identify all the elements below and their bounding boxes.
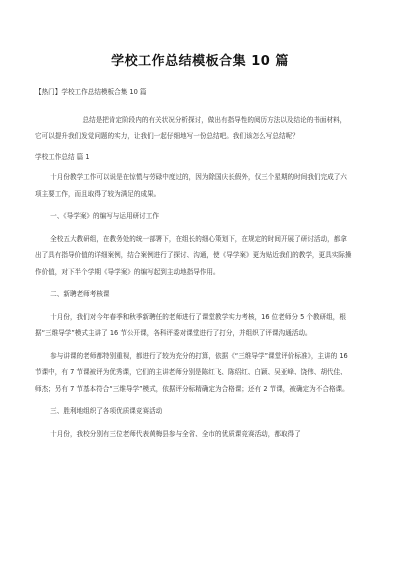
- paragraph-5: 十月份，我校分别有三位老师代表黄梅县参与全省、全市的优质课竞赛活动，都取得了: [50, 429, 301, 438]
- paragraph-4: 参与讲课的老师都特别重视，都进行了较为充分的打算，依据《“三维导学”课堂评价标准》，主讲的 16 节课中，有 7 节课被评为优秀课，它们的主讲老师分别是陈红飞、陈绍红、白颖、吴亚峰、饶伟、胡代佳、师杰；另有 7 节基本符合“三维导学”模式，依据评分标精确定为合格课；还有 2 节课，被确定为不合格课。: [35, 351, 349, 393]
- paragraph-3: 十月份，我们对今年春季和秋季新聘任的老师进行了课堂教学实力考核，16 位老师分 5 个教研组，根据“三维导学”模式主讲了 16 节公开课，各科评委对课堂进行了打分，并组织了评课沟通活动。: [35, 312, 346, 337]
- paragraph-2: 全校五大教研组，在教务处的统一部署下，在组长的细心策划下，在规定的时间开展了研讨活动，都拿出了具有指导价值的详细案例，结合案例进行了探讨、沟通，使《导学案》更为贴近我们的教学，更具实际操作价值，对下半个学期《导学案》的编写起到主动地指导作用。: [35, 234, 352, 276]
- section-title: 学校工作总结 篇 1: [35, 152, 90, 161]
- document-body: [35, 84, 352, 442]
- paragraph-1: 十月份教学工作可以说是在惊慌与劳碌中度过的，因为除国庆长假外，仅三个星期的时间我们完成了六项主要工作，而且取得了较为满足的成果。: [35, 173, 347, 198]
- heading-2: 二、新聘老师考核课: [50, 290, 110, 298]
- intro-paragraph: 总结是把肯定阶段内的有关状况分析探讨，做出有指导性的阅历方法以及结论的书面材料，它可以提升我们发觉问题的实力，让我们一起仔细地写一份总结吧。我们该怎么写总结呢？: [35, 115, 347, 140]
- heading-1: 一、《导学案》的编写与运用研讨工作: [50, 212, 159, 220]
- heading-3: 三、胜利地组织了各项优质课竞赛活动: [50, 407, 163, 415]
- spacer: [35, 101, 352, 112]
- document-title: 学校工作总结模板合集 10 篇: [111, 54, 289, 69]
- document-subtitle: 【热门】学校工作总结模板合集 10 篇: [35, 88, 147, 96]
